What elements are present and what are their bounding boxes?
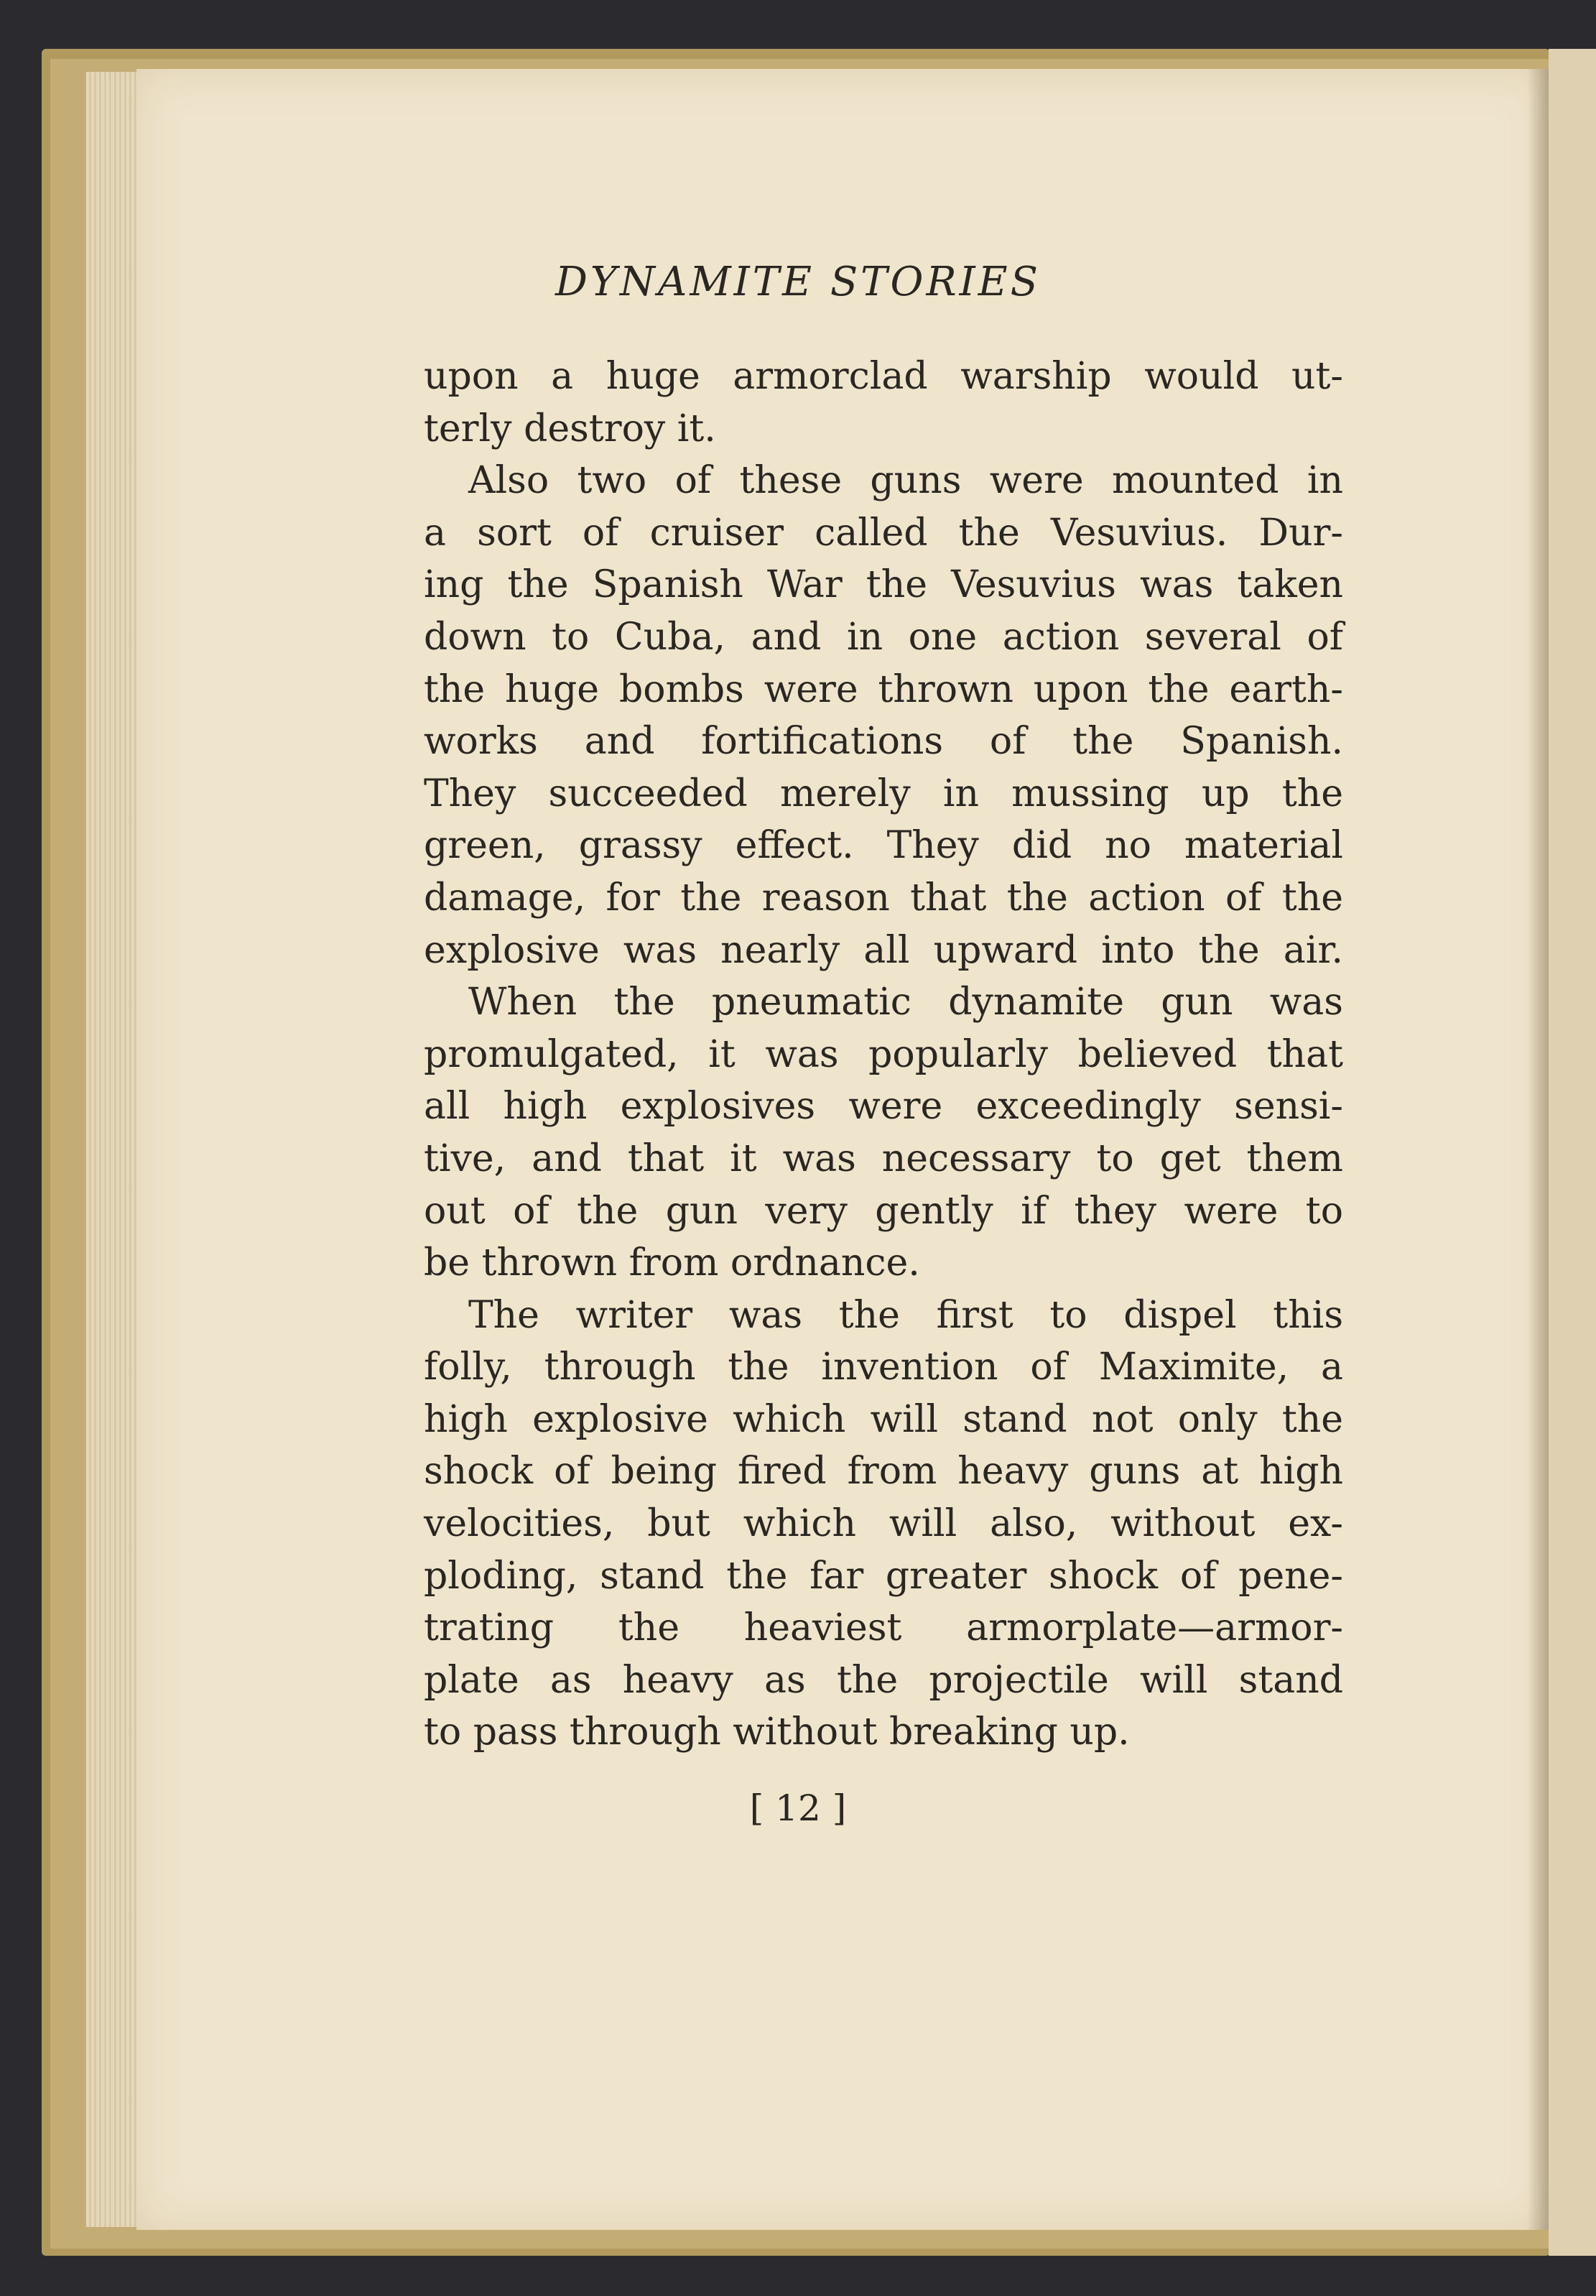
text-line: ing the Spanish War the Vesuvius was taken: [424, 563, 1343, 607]
text-line: the huge bombs were thrown upon the earth-: [424, 667, 1343, 711]
text-line: explosive was nearly all upward into the air.: [424, 928, 1343, 972]
text-line: tive, and that it was necessary to get them: [424, 1137, 1343, 1180]
text-line: trating the heaviest armorplate—armor-: [424, 1606, 1343, 1650]
text-line: to pass through without breaking up.: [424, 1711, 1130, 1754]
text-line: upon a huge armorclad warship would ut-: [424, 355, 1343, 398]
text-line: The writer was the first to dispel this: [468, 1293, 1343, 1337]
text-line: be thrown from ordnance.: [424, 1241, 920, 1285]
running-header: DYNAMITE STORIES: [555, 259, 1041, 305]
text-line: Also two of these guns were mounted in: [468, 459, 1343, 503]
text-line: folly, through the invention of Maximite, a: [424, 1346, 1343, 1389]
text-line: velocities, but which will also, without ex-: [424, 1502, 1343, 1546]
text-line: ploding, stand the far greater shock of pene-: [424, 1554, 1343, 1598]
text-line: terly destroy it.: [424, 407, 716, 450]
text-line: high explosive which will stand not only the: [424, 1397, 1343, 1441]
text-line: all high explosives were exceedingly sensi-: [424, 1085, 1343, 1129]
facing-page-edge: [1549, 49, 1596, 2256]
text-line: green, grassy effect. They did no material: [424, 824, 1343, 868]
text-line: plate as heavy as the projectile will stand: [424, 1658, 1343, 1702]
text-line: works and fortifications of the Spanish.: [424, 720, 1343, 764]
text-line: down to Cuba, and in one action several of: [424, 615, 1343, 659]
text-line: When the pneumatic dynamite gun was: [468, 981, 1343, 1024]
page-gutter: [1527, 69, 1549, 2230]
page-stack-edge: [86, 72, 136, 2227]
text-line: damage, for the reason that the action of the: [424, 876, 1343, 920]
text-line: They succeeded merely in mussing up the: [424, 772, 1343, 815]
page-number: [ 12 ]: [749, 1787, 847, 1829]
text-line: out of the gun very gently if they were to: [424, 1189, 1343, 1233]
text-line: a sort of cruiser called the Vesuvius. Dur-: [424, 511, 1343, 555]
body-text: [424, 351, 1343, 1759]
text-line: shock of being fired from heavy guns at high: [424, 1450, 1343, 1494]
text-line: promulgated, it was popularly believed that: [424, 1032, 1343, 1076]
